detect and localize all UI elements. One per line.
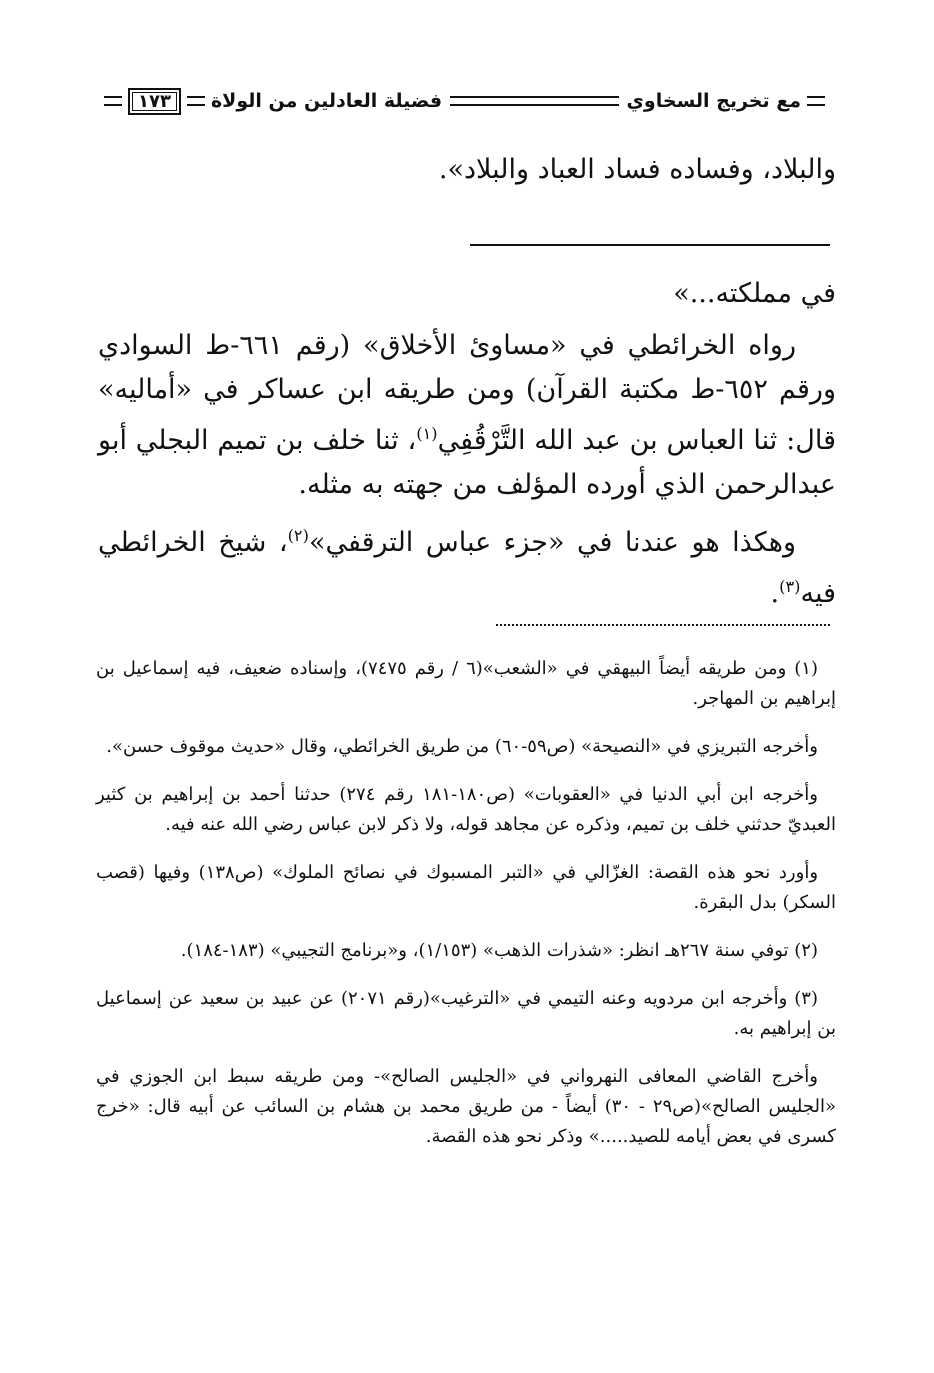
header-ornament-rule (104, 96, 122, 106)
carryover-paragraph: والبلاد، وفساده فساد العباد والبلاد». (438, 154, 836, 185)
header-rule (450, 96, 618, 106)
footnote-1-continuation: وأورد نحو هذه القصة: الغزّالي في «التبر المسبوك في نصائح الملوك» (ص١٣٨) وفيها (قصب السكر) بدل البقرة. (96, 862, 836, 913)
paragraph-lead: في مملكته...» (673, 278, 836, 309)
page-number: ١٧٣ (128, 88, 181, 115)
main-paragraph (98, 324, 836, 507)
footnote-1: (١) ومن طريقه أيضاً البيهقي في «الشعب»(٦ / رقم ٧٤٧٥)، وإسناده ضعيف، فيه إسماعيل بن إبراهيم بن المهاجر. (96, 658, 836, 709)
footnote-ref-3[interactable]: (٣) (779, 577, 801, 596)
header-edition-note: مع تخريج السخاوي (626, 90, 801, 112)
footnote-1-continuation: وأخرجه التبريزي في «النصيحة» (ص٥٩-٦٠) من طريق الخرائطي، وقال «حديث موقوف حسن». (106, 736, 818, 757)
second-paragraph (98, 514, 836, 616)
footnote-1-continuation: وأخرجه ابن أبي الدنيا في «العقوبات» (ص١٨٠-١٨١ رقم ٢٧٤) حدثنا أحمد بن إبراهيم بن كثير العبديّ حدثني خلف بن تميم، وذكره عن مجاهد قوله، ولا ذكر لابن عباس رضي الله عنه فيه. (96, 784, 836, 835)
running-header (98, 84, 831, 118)
main-paragraph-tail: ، ثنا خلف بن تميم البجلي أبو عبدالرحمن الذي أورده المؤلف من جهته به مثله. (98, 425, 836, 500)
header-book-title: فضيلة العادلين من الولاة (210, 90, 443, 112)
footnote-2: (٢) توفي سنة ٢٦٧هـ انظر: «شذرات الذهب» (١/١٥٣)، و«برنامج التجيبي» (١٨٣-١٨٤). (180, 940, 818, 961)
header-ornament-rule (807, 96, 825, 106)
footnote-3: (٣) وأخرجه ابن مردويه وعنه التيمي في «الترغيب»(رقم ٢٠٧١) عن عبيد بن سعيد عن إسماعيل بن إبراهيم به. (96, 988, 836, 1039)
second-paragraph-text: وهكذا هو عندنا في «جزء عباس الترقفي» (308, 527, 796, 558)
footnote-3-continuation: وأخرج القاضي المعافى النهرواني في «الجليس الصالح»- ومن طريقه سبط ابن الجوزي في «الجليس الصالح»(ص٢٩ - ٣٠) أيضاً - من طريق محمد بن هشام بن السائب عن أبيه قال: «خرج كسرى في بعض أيامه للصيد.....» وذكر نحو هذه القصة. (96, 1066, 836, 1147)
footnote-ref-1[interactable]: (١) (416, 424, 438, 443)
second-paragraph-end: . (770, 578, 780, 609)
header-ornament-rule (187, 96, 205, 106)
second-paragraph-mid: ، شيخ الخرائطي فيه (98, 527, 836, 609)
section-divider (470, 244, 830, 246)
footnote-separator (496, 624, 830, 626)
main-paragraph-text: رواه الخرائطي في «مساوئ الأخلاق» (رقم ٦٦١-ط السوادي ورقم ٦٥٢-ط مكتبة القرآن) ومن طريقه ابن عساكر في «أماليه» قال: ثنا العباس بن عبد الله التَّرْقُفِي (98, 330, 836, 456)
footnotes-block (96, 654, 836, 1170)
footnote-ref-2[interactable]: (٢) (287, 526, 309, 545)
